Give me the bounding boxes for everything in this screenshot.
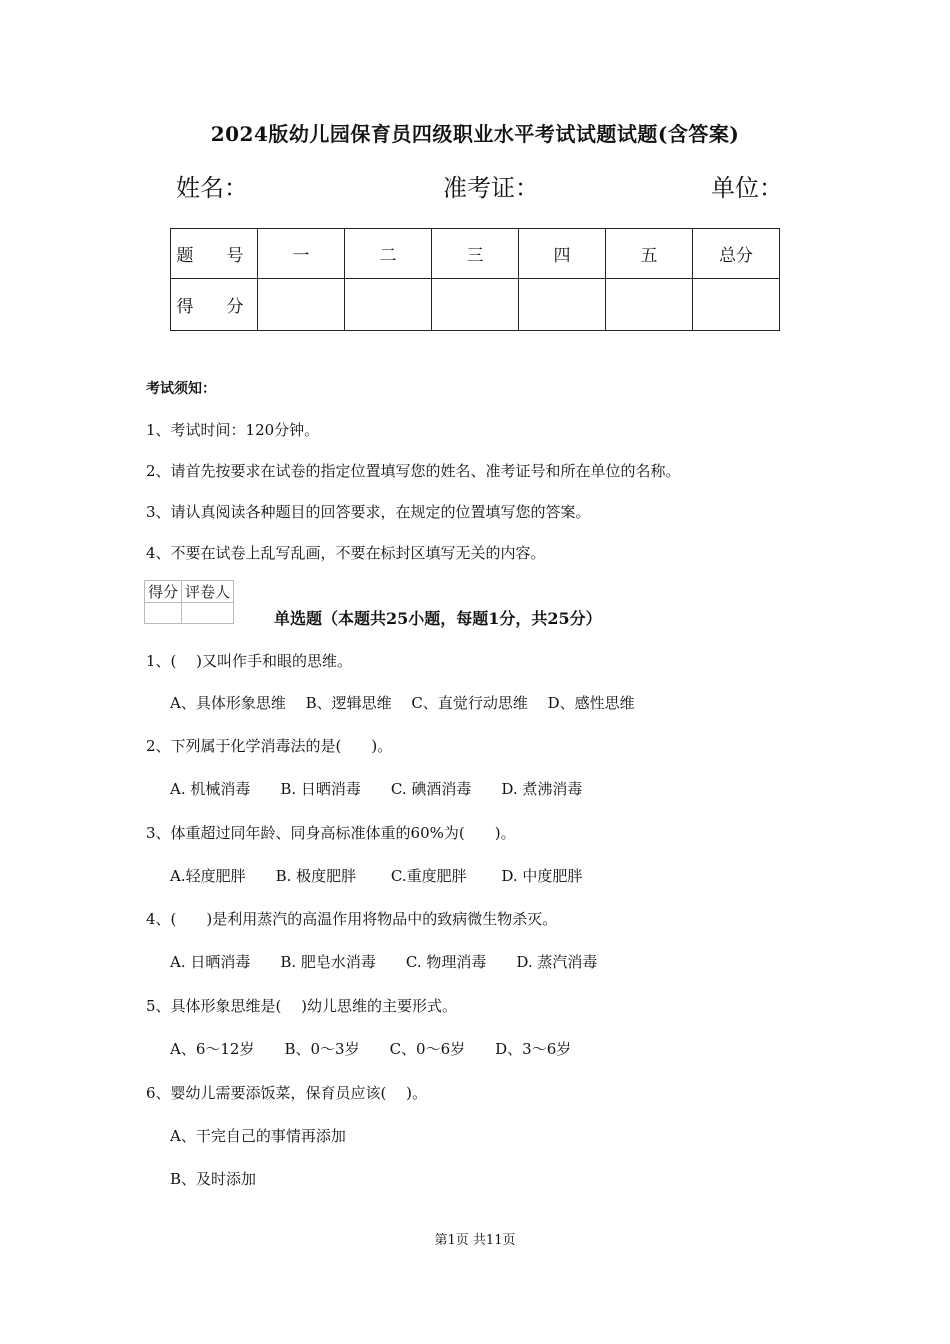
score-input-cell [693,279,780,331]
score-table-cell: 一 [258,229,345,279]
score-table-cell: 题 号 [171,229,258,279]
score-table-score-row [171,279,780,331]
notice-item: 2、请首先按要求在试卷的指定位置填写您的姓名、准考证号和所在单位的名称。 [146,462,681,480]
notice-item: 1、考试时间：120分钟。 [146,421,320,439]
grader-table-cell [182,603,234,624]
score-table-cell: 四 [519,229,606,279]
question-options: A、具体形象思维 B、逻辑思维 C、直觉行动思维 D、感性思维 [170,694,635,712]
notice-item: 4、不要在试卷上乱写乱画，不要在标封区填写无关的内容。 [146,544,546,562]
score-input-cell [432,279,519,331]
score-table [170,228,780,331]
grader-table-score-label: 得分 [145,581,182,603]
score-table-cell: 三 [432,229,519,279]
question-options: A. 机械消毒 B. 日晒消毒 C. 碘酒消毒 D. 煮沸消毒 [170,780,583,798]
question-text: 3、体重超过同年龄、同身高标准体重的60%为( )。 [146,824,516,842]
exam-number-label: 准考证： [443,174,539,202]
document-title: 2024版幼儿园保育员四级职业水平考试试题试题(含答案) [210,122,740,146]
grader-table-grader-label: 评卷人 [182,581,234,603]
score-table-cell: 总分 [693,229,780,279]
question-text: 6、婴幼儿需要添饭菜，保育员应该( )。 [146,1084,428,1102]
question-option-b: B、及时添加 [170,1170,257,1188]
question-text: 2、下列属于化学消毒法的是( )。 [146,737,393,755]
score-input-cell [345,279,432,331]
score-input-cell [519,279,606,331]
score-input-cell [606,279,693,331]
question-text: 4、( )是利用蒸汽的高温作用将物品中的致病微生物杀灭。 [146,910,558,928]
score-table-cell: 五 [606,229,693,279]
score-input-cell [258,279,345,331]
question-options: A.轻度肥胖 B. 极度肥胖 C.重度肥胖 D. 中度肥胖 [170,867,583,885]
question-options: A、6～12岁 B、0～3岁 C、0～6岁 D、3～6岁 [170,1040,572,1058]
question-options: A. 日晒消毒 B. 肥皂水消毒 C. 物理消毒 D. 蒸汽消毒 [170,953,598,971]
grader-table [144,580,234,624]
name-label: 姓名： [176,174,248,202]
grader-table-cell [145,603,182,624]
section-title: 单选题（本题共25小题，每题1分，共25分） [274,609,602,628]
notice-title: 考试须知： [146,381,216,397]
page-footer: 第1页 共11页 [434,1233,516,1248]
question-option-a: A、干完自己的事情再添加 [170,1127,346,1145]
question-text: 5、具体形象思维是( )幼儿思维的主要形式。 [146,997,458,1015]
question-text: 1、( )又叫作手和眼的思维。 [146,652,353,670]
unit-label: 单位： [711,174,783,202]
score-table-cell: 二 [345,229,432,279]
score-table-cell: 得 分 [171,279,258,331]
notice-item: 3、请认真阅读各种题目的回答要求，在规定的位置填写您的答案。 [146,503,591,521]
score-table-header-row [171,229,780,279]
